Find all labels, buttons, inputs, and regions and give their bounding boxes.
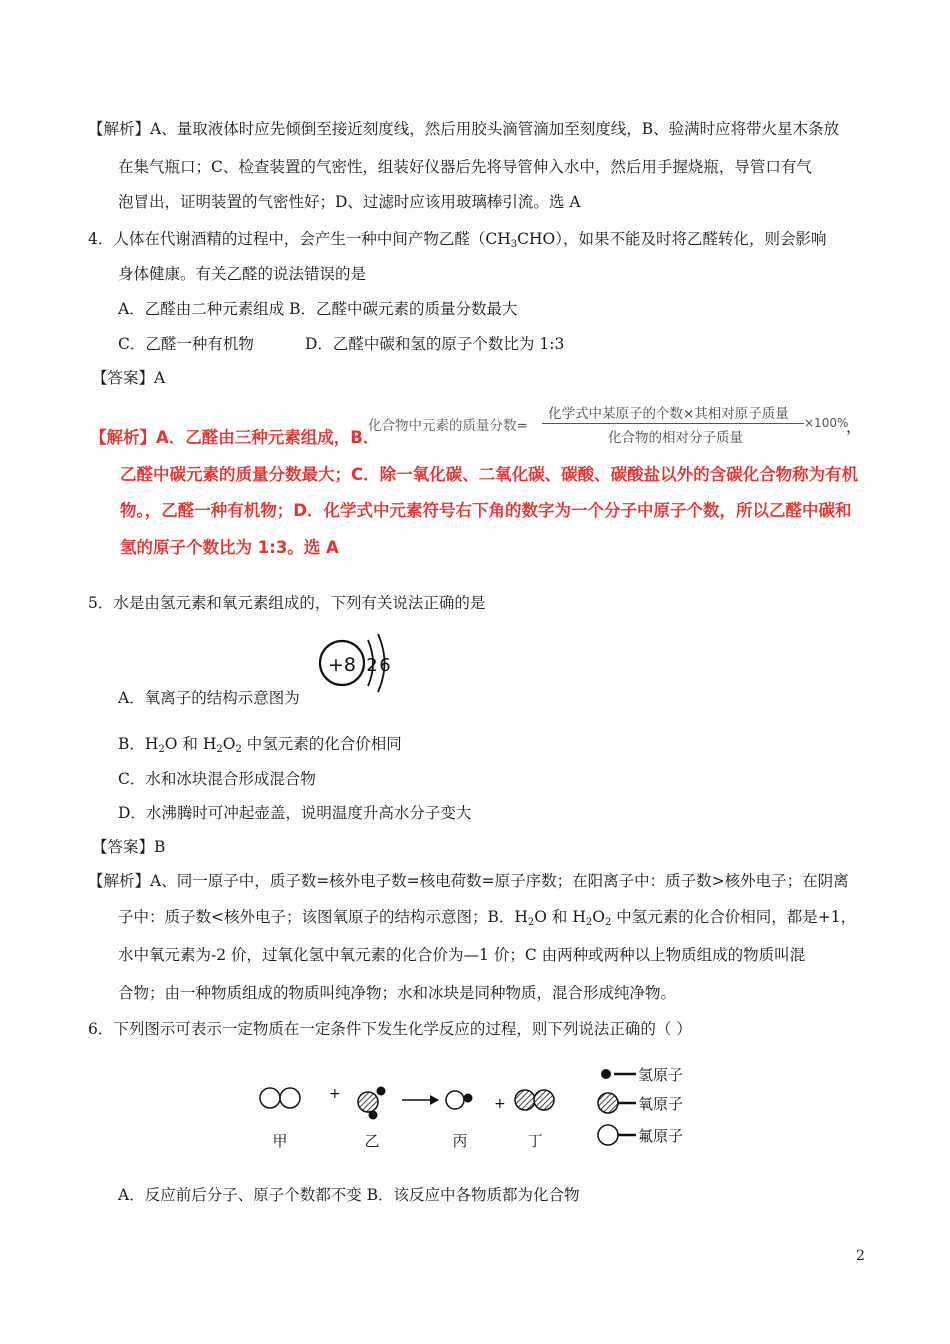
q4-stem-line2: 身体健康。有关乙醛的说法错误的是 (118, 265, 367, 283)
q3-analysis-line3: 泡冒出，证明装置的气密性好；D、过滤时应该用玻璃棒引流。选 A (118, 193, 581, 211)
q5-stem: 5．水是由氢元素和氧元素组成的，下列有关说法正确的是 (88, 594, 486, 612)
plus-sign-1: + (329, 1086, 341, 1102)
reaction-diagram (250, 1058, 710, 1158)
molecule-jia (260, 1088, 300, 1108)
q5-option-a: A．氧离子的结构示意图为 (118, 689, 300, 707)
q4-analysis-line2: 乙醛中碳元素的质量分数最大；C．除一氧化碳、二氧化碳、碳酸、碳酸盐以外的含碳化合物称为有机 (120, 465, 859, 484)
formula-numerator: 化学式中某原子的个数×其相对原子质量 (548, 406, 789, 422)
reaction-arrow (402, 1095, 439, 1105)
legend-fluorine: 氟原子 (638, 1127, 684, 1145)
molecule-yi (358, 1087, 386, 1120)
mass-fraction-formula (368, 400, 863, 448)
q5-analysis-line3: 水中氧元素为-2 价，过氧化氢中氧元素的化合价为—1 价；C 由两种或两种以上物质组成的物质叫混 (118, 946, 806, 964)
q4-analysis-line3: 物。，乙醛一种有机物；D．化学式中元素符号右下角的数字为一个分子中原子个数，所以乙醛中碳和 (120, 501, 852, 520)
legend (598, 1066, 683, 1145)
page-number: 2 (856, 1248, 865, 1264)
nucleus-charge: +8 (327, 654, 357, 676)
q5-analysis-line4: 合物；由一种物质组成的物质叫纯净物；水和冰块是同种物质，混合形成纯净物。 (118, 984, 677, 1002)
q3-analysis-line1: 【解析】A、量取液体时应先倾倒至接近刻度线，然后用胶头滴管滴加至刻度线，B、验满时应将带火星木条放 (88, 120, 840, 138)
q5-analysis-line2: 子中：质子数<核外电子；该图氧原子的结构示意图；B．$H_2O$ 和 $H_2O_2$ 中氢元素的化合价相同，都是+1， (118, 908, 857, 928)
shell2-electrons: 6 (379, 655, 391, 676)
formula-percent: ×100% (804, 416, 849, 430)
plus-sign-2: + (494, 1096, 506, 1112)
q5-option-c: C．水和冰块混合形成混合物 (118, 770, 316, 788)
molecule-ding (515, 1090, 554, 1110)
label-bing: 丙 (452, 1132, 468, 1150)
oxygen-ion-structure-diagram (312, 628, 396, 698)
molecule-bing (446, 1091, 473, 1109)
q4-answer: 【答案】A (92, 369, 166, 387)
q4-analysis-line4: 氢的原子个数比为 1:3。选 A (120, 538, 339, 557)
shell1-electrons: 2 (366, 655, 378, 676)
label-yi: 乙 (364, 1132, 380, 1150)
q5-option-b: B．$H_2O$ 和 $H_2O_2$ 中氢元素的化合价相同 (118, 735, 402, 755)
formula-comma: ， (846, 417, 863, 436)
formula-lhs: 化合物中元素的质量分数= (368, 418, 528, 434)
q6-stem: 6．下列图示可表示一定物质在一定条件下发生化学反应的过程，则下列说法正确的（ ） (88, 1020, 692, 1038)
q4-option-a-b: A．乙醛由二种元素组成 B．乙醛中碳元素的质量分数最大 (118, 300, 518, 318)
q4-option-c: C．乙醛一种有机物 (118, 335, 254, 353)
q4-option-d: D．乙醛中碳和氢的原子个数比为 1:3 (305, 335, 565, 353)
fraction-bar (542, 423, 804, 424)
q4-stem-line1: 4．人体在代谢酒精的过程中，会产生一种中间产物乙醛$(CH_3CHO)$，如果不能及时将乙醛转化，则会影响 (88, 230, 827, 250)
formula-denominator: 化合物的相对分子质量 (608, 430, 743, 446)
label-ding: 丁 (527, 1132, 543, 1150)
q5-answer: 【答案】B (92, 838, 166, 856)
q5-analysis-line1: 【解析】A、同一原子中，质子数=核外电子数=核电荷数=原子序数；在阳离子中：质子数>核外电子；在阴离 (88, 872, 849, 890)
legend-oxygen: 氧原子 (638, 1095, 684, 1113)
q6-options-a-b: A．反应前后分子、原子个数都不变 B．该反应中各物质都为化合物 (118, 1186, 580, 1204)
q4-analysis-line1: 【解析】A．乙醛由三种元素组成，B． (90, 428, 380, 447)
q5-option-d: D．水沸腾时可冲起壶盖，说明温度升高水分子变大 (118, 804, 472, 822)
legend-hydrogen: 氢原子 (638, 1066, 684, 1084)
q3-analysis-line2: 在集气瓶口；C、检查装置的气密性，组装好仪器后先将导管伸入水中，然后用手握烧瓶，导管口有气 (118, 158, 812, 176)
label-jia: 甲 (272, 1132, 288, 1150)
